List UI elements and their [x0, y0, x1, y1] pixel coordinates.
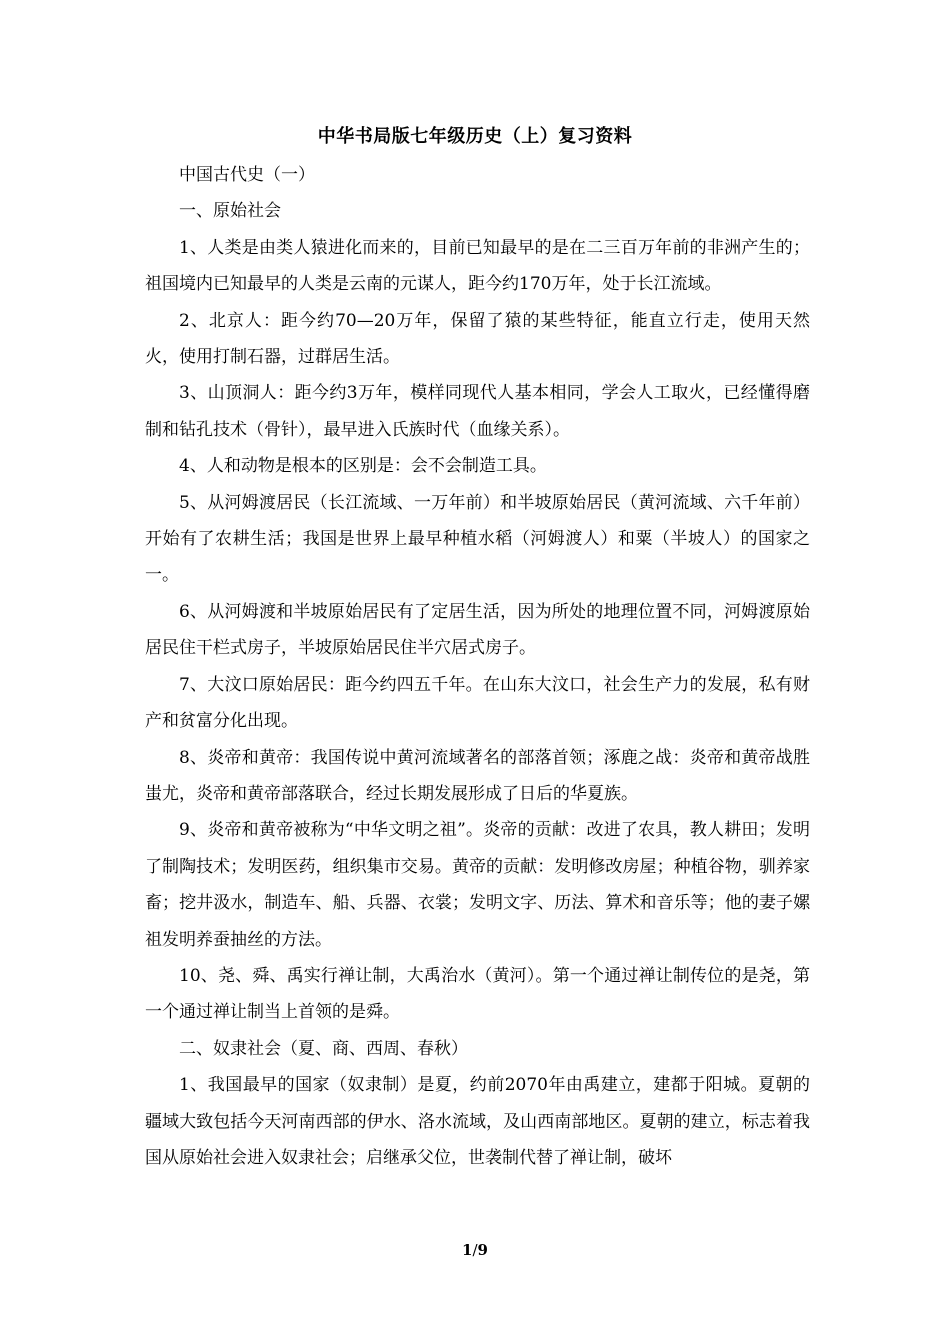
paragraph: 2、北京人：距今约70—20万年，保留了猿的某些特征，能直立行走，使用天然火，使用打制石器，过群居生活。 — [145, 310, 810, 368]
paragraph: 1、人类是由类人猿进化而来的，目前已知最早的是在二三百万年前的非洲产生的；祖国境内已知最早的人类是云南的元谋人，距今约170万年，处于长江流域。 — [145, 237, 810, 295]
paragraph: 1、我国最早的国家（奴隶制）是夏，约前2070年由禹建立，建都于阳城。夏朝的疆域大致包括今天河南西部的伊水、洛水流域，及山西南部地区。夏朝的建立，标志着我国从原始社会进入奴隶社会；启继承父位，世袭制代替了禅让制，破坏 — [145, 1075, 810, 1168]
paragraph: 8、炎帝和黄帝：我国传说中黄河流域著名的部落首领；涿鹿之战：炎帝和黄帝战胜蚩尤，炎帝和黄帝部落联合，经过长期发展形成了日后的华夏族。 — [145, 747, 810, 804]
paragraph: 10、尧、舜、禹实行禅让制，大禹治水（黄河）。第一个通过禅让制传位的是尧，第一个通过禅让制当上首领的是舜。 — [145, 965, 810, 1023]
section-heading-primitive-society: 一、原始社会 — [179, 201, 281, 222]
page-number — [0, 1238, 950, 1262]
page-total: 9 — [477, 1241, 488, 1259]
paragraph: 5、从河姆渡居民（长江流域、一万年前）和半坡原始居民（黄河流域、六千年前）开始有了农耕生活；我国是世界上最早种植水稻（河姆渡人）和粟（半坡人）的国家之一。 — [145, 492, 810, 586]
paragraph: 4、人和动物是根本的区别是：会不会制造工具。 — [179, 456, 547, 477]
section-heading-slave-society: 二、奴隶社会（夏、商、西周、春秋） — [179, 1038, 468, 1059]
section-heading-era: 中国古代史（一） — [179, 165, 315, 185]
document-body — [145, 157, 810, 1176]
paragraph: 7、大汶口原始居民：距今约四五千年。在山东大汶口，社会生产力的发展，私有财产和贫富分化出现。 — [145, 674, 810, 732]
paragraph: 6、从河姆渡和半坡原始居民有了定居生活，因为所处的地理位置不同，河姆渡原始居民住干栏式房子，半坡原始居民住半穴居式房子。 — [145, 601, 810, 659]
paragraph: 3、山顶洞人：距今约3万年，模样同现代人基本相同，学会人工取火，已经懂得磨制和钻孔技术（骨针），最早进入氏族时代（血缘关系）。 — [145, 383, 810, 440]
document-title: 中华书局版七年级历史（上）复习资料 — [317, 126, 633, 147]
page-current: 1 — [462, 1241, 473, 1259]
page-separator: / — [472, 1241, 478, 1259]
paragraph: 9、炎帝和黄帝被称为“中华文明之祖”。炎帝的贡献：改进了农具，教人耕田；发明了制陶技术；发明医药，组织集市交易。黄帝的贡献：发明修改房屋；种植谷物，驯养家畜；挖井汲水，制造车、船、兵器、衣裳；发明文字、历法、算术和音乐等；他的妻子嫘祖发明养蚕抽丝的方法。 — [145, 820, 810, 950]
